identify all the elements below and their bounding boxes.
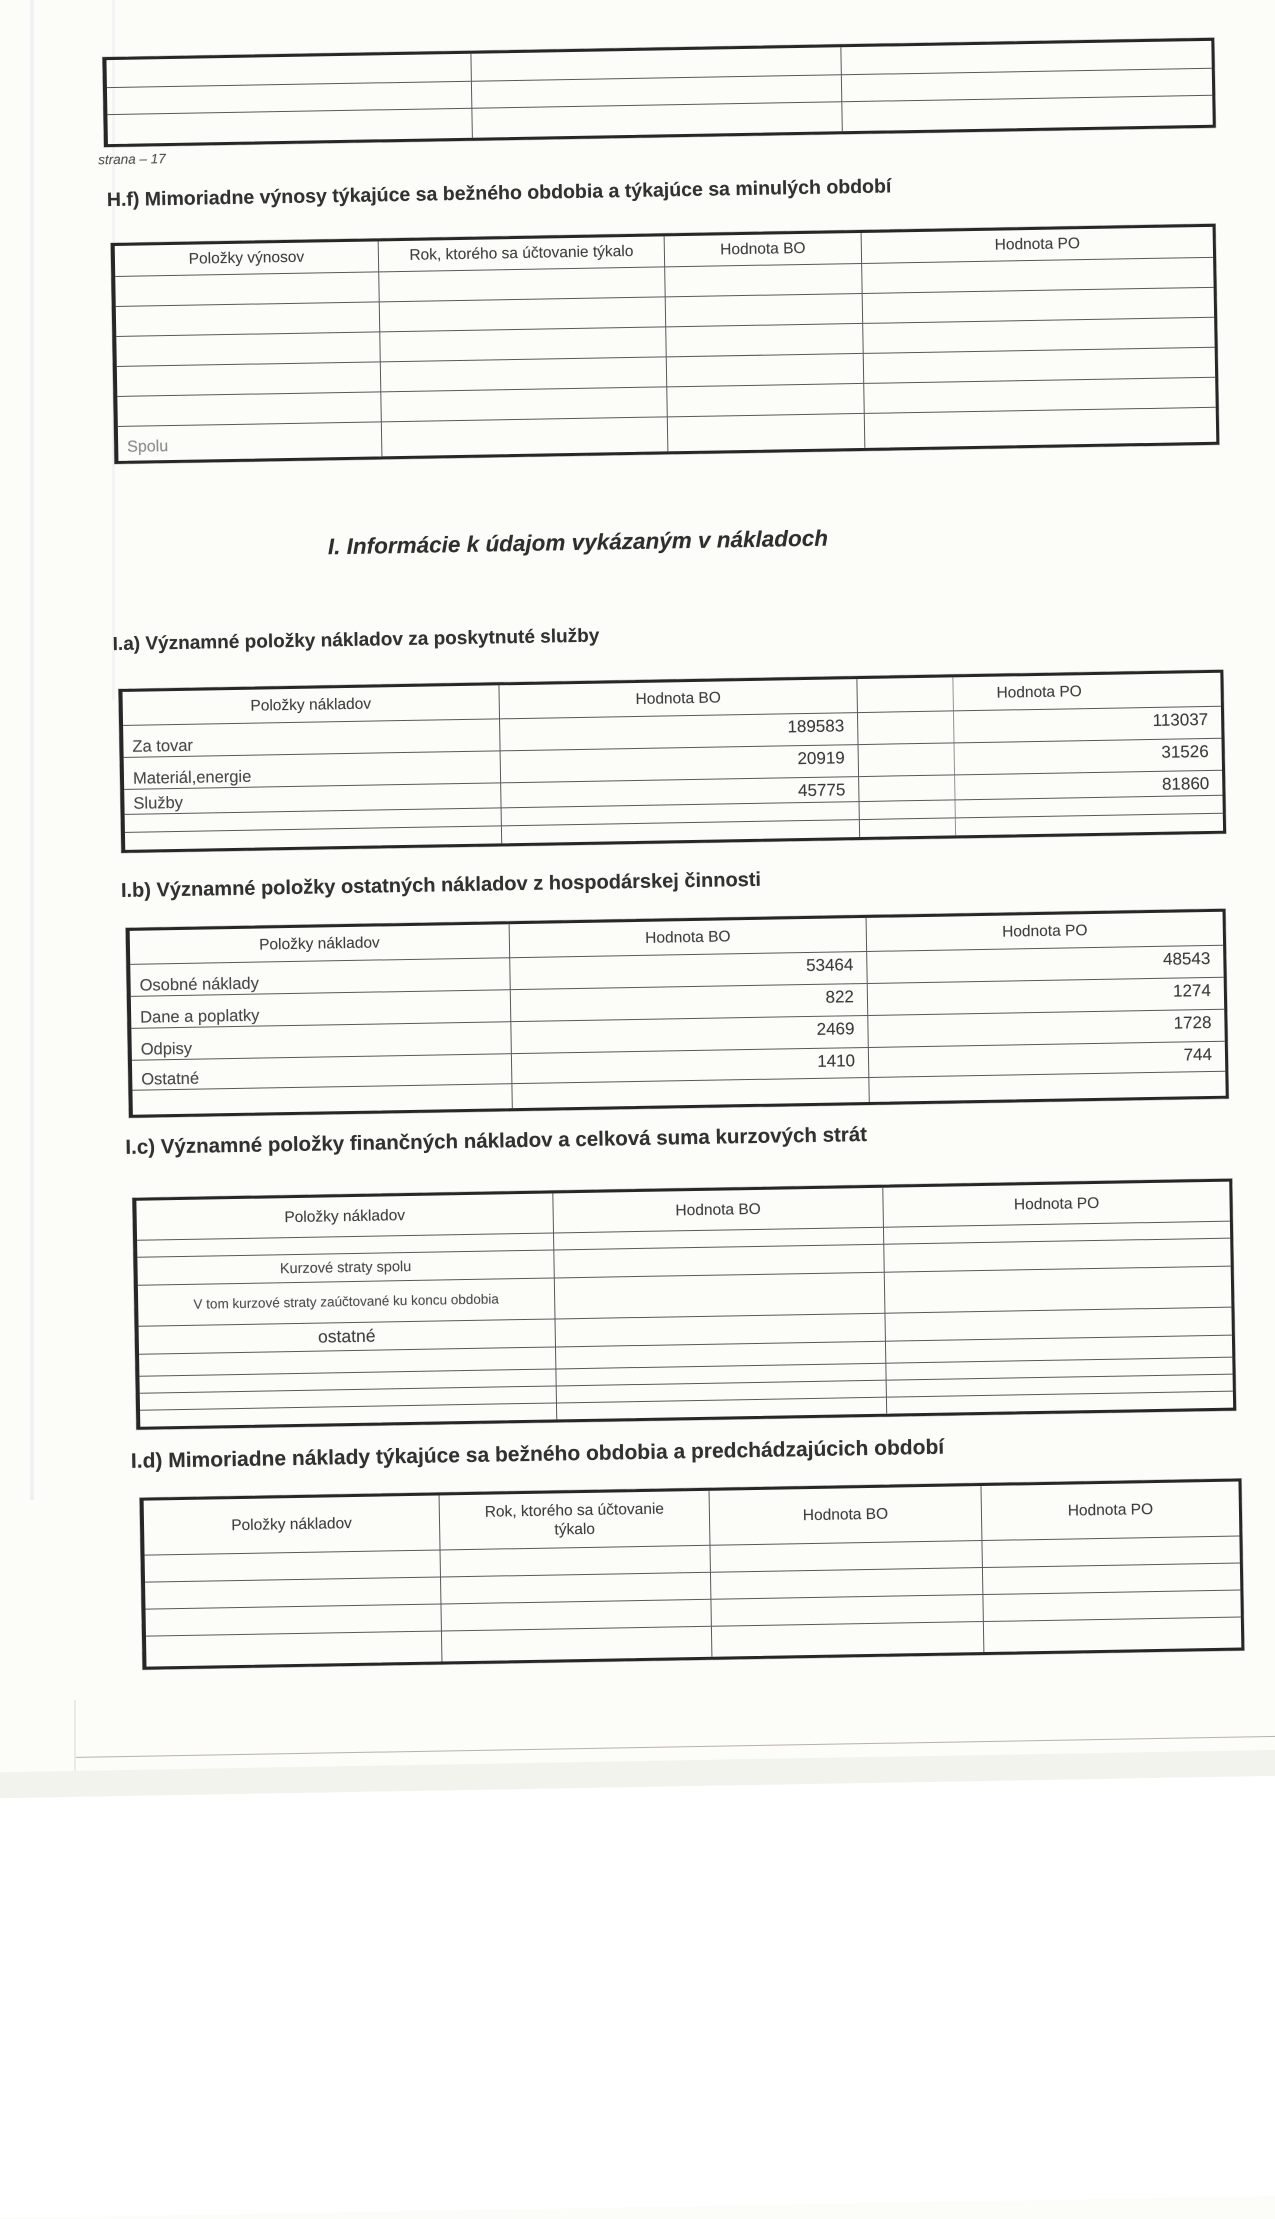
- section-ib-heading: I.b) Významné položky ostatných nákladov z hospodárskej činnosti: [120, 868, 762, 902]
- table-value-bo: 45775: [501, 777, 859, 808]
- table-header-cell: Hodnota BO: [710, 1486, 983, 1546]
- table-cell-empty: [667, 384, 864, 417]
- table-cell-empty: [665, 264, 862, 297]
- table-header-cell: Položky nákladov: [136, 1193, 554, 1240]
- table-header-cell: Hodnota PO: [981, 1482, 1239, 1541]
- table-row-label: V tom kurzové straty zaúčtované ku koncu obdobia: [138, 1278, 556, 1326]
- table-row-label: Služby: [124, 783, 501, 815]
- table-cell-empty: [666, 294, 863, 327]
- table-cell-empty: [115, 272, 379, 307]
- hf-revenues-table: [111, 224, 1220, 464]
- table-cell-empty: [107, 109, 472, 144]
- table-value-bo: 20919: [501, 745, 860, 783]
- table-cell-empty: [842, 96, 1212, 131]
- ib-other-costs-table: [126, 909, 1229, 1118]
- table-cell-empty: [117, 392, 381, 427]
- table-value-po: 744: [869, 1042, 1225, 1078]
- table-cell-empty: [865, 408, 1217, 448]
- top-partial-table: [102, 38, 1215, 147]
- table-row-label: Osobné náklady: [130, 958, 511, 997]
- table-cell-empty: [885, 1267, 1232, 1314]
- table-value-po: 31526: [859, 739, 1223, 777]
- table-header-cell: Hodnota PO: [862, 227, 1213, 264]
- table-header-cell: Hodnota BO: [510, 918, 868, 958]
- table-value-bo: 1410: [512, 1048, 869, 1084]
- table-header-cell: Hodnota PO: [857, 673, 1221, 713]
- table-cell-empty: [668, 414, 866, 451]
- table-value-bo: 189583: [500, 713, 859, 751]
- table-header-cell: Hodnota BO: [553, 1188, 884, 1234]
- table-footer-cell: Spolu: [118, 422, 383, 461]
- table-cell-empty: [116, 332, 380, 367]
- table-header-cell: Hodnota BO: [499, 679, 858, 719]
- table-header-cell: Položky nákladov: [130, 924, 511, 965]
- table-value-bo: 2469: [511, 1016, 869, 1054]
- table-cell-empty: [116, 302, 380, 337]
- table-value-po: 113037: [858, 707, 1222, 745]
- table-value-po: 1274: [868, 978, 1225, 1016]
- table-header-cell: Rok, ktorého sa účtovanie týkalo: [379, 236, 665, 272]
- table-cell-empty: [667, 354, 864, 387]
- section-hf-heading: H.f) Mimoriadne výnosy týkajúce sa bežného obdobia a týkajúce sa minulých období: [106, 175, 892, 212]
- table-cell-empty: [381, 357, 667, 392]
- section-ia-heading: I.a) Významné položky nákladov za poskytnuté služby: [112, 625, 600, 656]
- table-row-label: Za tovar: [123, 719, 501, 758]
- table-cell-empty: [869, 1072, 1225, 1102]
- table-value-po: 48543: [867, 946, 1224, 984]
- table-cell-empty: [666, 324, 863, 357]
- id-extraordinary-costs-table: [140, 1479, 1245, 1670]
- table-cell-empty: [382, 417, 669, 456]
- table-value-bo: 822: [511, 984, 869, 1022]
- table-header-cell: Položky nákladov: [144, 1496, 441, 1556]
- table-row-label: Odpisy: [131, 1022, 512, 1061]
- ia-services-costs-table: [118, 670, 1226, 853]
- table-cell-empty: [146, 1631, 442, 1666]
- table-header-cell: Položky výnosov: [115, 241, 380, 277]
- table-value-bo: 53464: [510, 952, 868, 990]
- page-number: strana – 17: [98, 151, 166, 168]
- table-row-label: Dane a poplatky: [131, 990, 512, 1029]
- section-id-heading: I.d) Mimoriadne náklady týkajúce sa bežného obdobia a predchádzajúcich období: [130, 1435, 945, 1473]
- table-cell-empty: [984, 1618, 1241, 1652]
- scan-background: [0, 1775, 1275, 2219]
- table-header-cell: Hodnota BO: [665, 233, 863, 267]
- table-row-label: Materiál,energie: [124, 751, 502, 790]
- table-row-label: Ostatné: [132, 1054, 512, 1091]
- table-value-po: 81860: [859, 771, 1222, 802]
- table-header-cell: Položky nákladov: [122, 685, 500, 726]
- table-cell-empty: [117, 362, 381, 397]
- table-row-label: Kurzové straty spolu: [137, 1250, 554, 1285]
- section-ic-heading: I.c) Významné položky finančných nákladov a celková suma kurzových strát: [125, 1122, 868, 1159]
- table-cell-empty: [379, 267, 665, 302]
- table-cell-empty: [712, 1622, 984, 1657]
- ic-financial-costs-table: [132, 1179, 1236, 1430]
- table-row-label: ostatné: [139, 1319, 556, 1354]
- table-header-cell: Hodnota PO: [883, 1182, 1230, 1228]
- table-value-po: 1728: [868, 1010, 1225, 1048]
- table-cell-empty: [512, 1078, 869, 1108]
- section-i-title: I. Informácie k údajom vykázaným v nákladoch: [327, 525, 829, 560]
- table-header-cell: Rok, ktorého sa účtovanie týkalo: [440, 1491, 711, 1551]
- table-header-cell: Hodnota PO: [867, 912, 1224, 952]
- table-cell-empty: [442, 1627, 712, 1662]
- table-cell-empty: [472, 102, 842, 137]
- table-cell-empty: [555, 1273, 886, 1320]
